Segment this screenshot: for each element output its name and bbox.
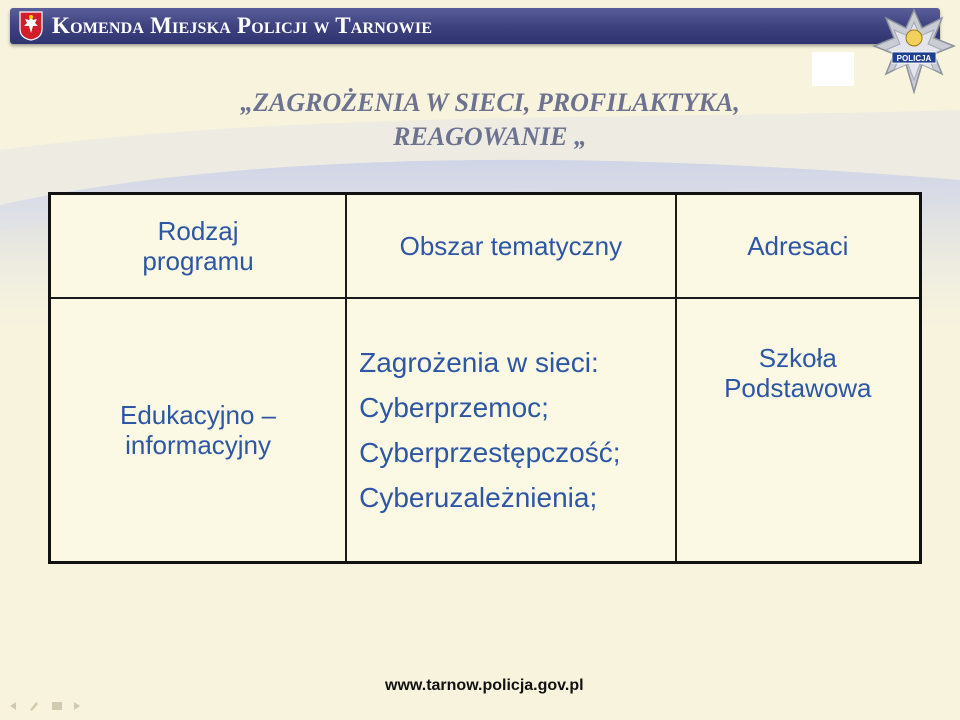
topic-item: Cyberuzależnienia; [359, 482, 598, 513]
cell-program-type [50, 298, 347, 563]
polish-eagle-icon [18, 11, 44, 41]
table-header-row [50, 194, 921, 299]
footer-url[interactable]: www.tarnow.policja.gov.pl [385, 677, 584, 694]
table-row [50, 298, 921, 563]
slide-nav-controls[interactable] [8, 700, 88, 712]
slide-title-line1: „ZAGROŻENIA W SIECI, PROFILAKTYKA, [240, 88, 740, 117]
topic-item: Zagrożenia w sieci: [359, 347, 599, 378]
menu-icon [52, 702, 62, 710]
program-type-text: Edukacyjno – informacyjny [119, 400, 277, 460]
topic-item: Cyberprzemoc; [359, 392, 549, 423]
police-star-badge-icon [872, 8, 956, 94]
next-slide-icon [74, 702, 80, 710]
organization-name: Komenda Miejska Policji w Tarnowie [52, 13, 433, 38]
slide-title [170, 86, 810, 154]
topic-item: Cyberprzestępczość; [359, 437, 621, 468]
pen-icon [30, 702, 38, 711]
program-table [48, 192, 922, 564]
slide-title-line2: REAGOWANIE „ [393, 122, 587, 151]
cell-topics [346, 298, 676, 563]
topics-list [347, 340, 675, 520]
cell-audience [676, 298, 921, 563]
previous-slide-icon [10, 702, 16, 710]
header-program-type: Rodzaj programu [50, 194, 347, 299]
city-crest-icon [812, 52, 854, 86]
header-audience: Adresaci [676, 194, 921, 299]
audience-text: Szkoła Podstawowa [724, 343, 872, 403]
badge-label: POLICJA [896, 54, 932, 63]
header-topic-area: Obszar tematyczny [346, 194, 676, 299]
